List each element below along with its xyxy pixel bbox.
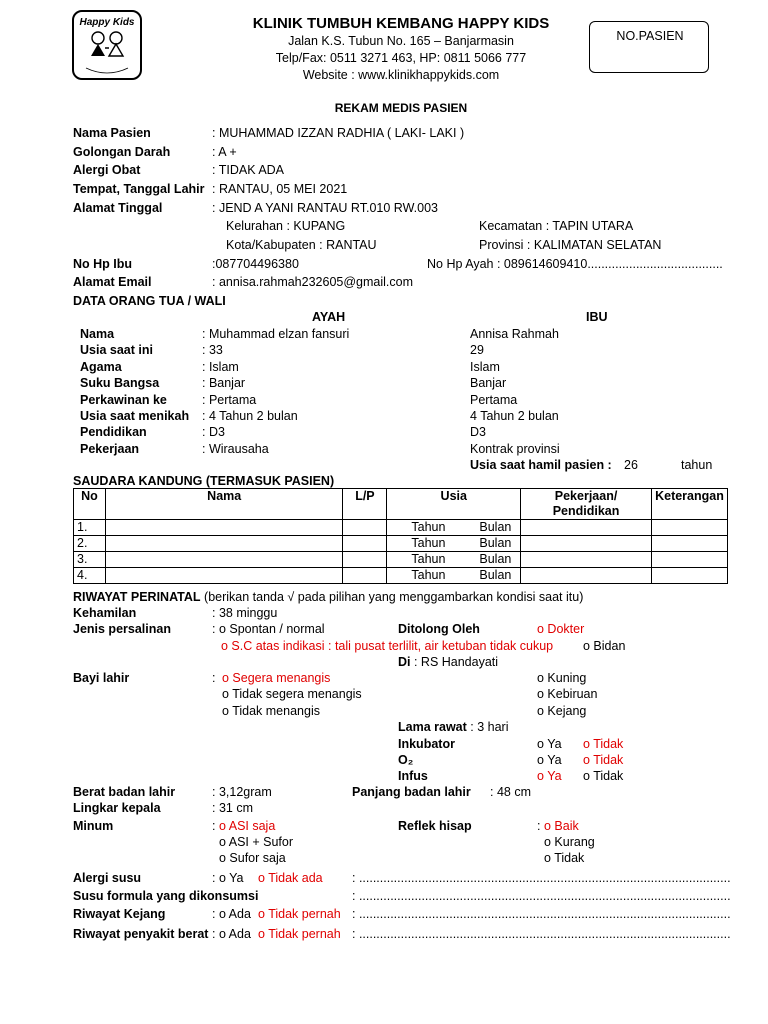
sibling-pekerjaan-cell[interactable] — [521, 552, 652, 568]
document-title: REKAM MEDIS PASIEN — [334, 101, 468, 115]
lama-label: Lama rawat — [398, 720, 467, 734]
lama-line — [398, 719, 508, 735]
name-label: Nama Pasien — [73, 126, 151, 140]
clinic-address: Jalan K.S. Tubun No. 165 – Banjarmasin — [288, 34, 514, 48]
usia-bulan-label: Bulan — [479, 568, 512, 582]
email-label: Alamat Email — [73, 275, 152, 289]
name-value: : MUHAMMAD IZZAN RADHIA ( LAKI- LAKI ) — [212, 126, 465, 140]
infus-label: Infus — [398, 769, 428, 783]
parent-field-label: Usia saat ini — [80, 343, 153, 358]
ibu-value: 29 — [470, 343, 484, 358]
alergi-susu-opt-tidak[interactable]: o Tidak ada — [258, 871, 323, 885]
sibling-name-cell[interactable] — [105, 552, 342, 568]
table-header-row — [74, 489, 728, 520]
minum-opt-sufor[interactable]: o Sufor saja — [219, 851, 286, 865]
sibling-name-cell[interactable] — [105, 568, 342, 584]
table-header-cell: Nama — [105, 489, 342, 520]
ibu-value: Kontrak provinsi — [470, 441, 560, 456]
minum-opt-asi-sufor[interactable]: o ASI + Sufor — [219, 835, 294, 849]
penyakit-label: Riwayat penyakit berat — [73, 927, 209, 941]
penyakit-opt-tidak[interactable]: o Tidak pernah — [258, 927, 341, 941]
susu-formula-dots[interactable]: : ........................................................................................................... — [352, 889, 731, 903]
parents-section-title: DATA ORANG TUA / WALI — [73, 294, 226, 308]
table-header-cell: No — [74, 489, 106, 520]
infus-opt-tidak[interactable]: o Tidak — [583, 769, 624, 783]
sibling-usia-cell[interactable] — [387, 520, 521, 536]
lama-value: : 3 hari — [466, 720, 509, 734]
hp-ibu-value: :087704496380 — [212, 257, 299, 271]
sibling-usia-cell[interactable] — [387, 552, 521, 568]
alergi-susu-dots[interactable]: : ........................................................................................................... — [352, 871, 731, 885]
blood-value: : A + — [212, 145, 237, 159]
reflek-opt-kurang[interactable]: o Kurang — [544, 835, 595, 849]
provinsi: Provinsi : KALIMATAN SELATAN — [479, 238, 662, 252]
perinatal-title-line — [73, 589, 583, 605]
ayah-value: : D3 — [202, 425, 225, 440]
ditolong-label: Ditolong Oleh — [398, 622, 480, 636]
bayi-opt-tidak[interactable]: o Tidak menangis — [222, 704, 320, 718]
allergy-label: Alergi Obat — [73, 163, 141, 177]
usia-tahun-label: Tahun — [411, 520, 446, 534]
sibling-lp-cell[interactable] — [343, 552, 387, 568]
ayah-value: : Pertama — [202, 392, 257, 407]
blood-label: Golongan Darah — [73, 145, 171, 159]
parent-field-label: Perkawinan ke — [80, 392, 167, 407]
parent-field-label: Usia saat menikah — [80, 409, 190, 423]
no-pasien-box — [589, 21, 709, 73]
hamil-value: 26 — [624, 458, 638, 472]
minum-colon: : — [212, 819, 216, 833]
sibling-name-cell[interactable] — [105, 520, 342, 536]
parent-field-label: Agama — [80, 359, 122, 374]
kejang-opt-ada[interactable]: : o Ada — [212, 907, 251, 921]
kehamilan-value: : 38 minggu — [212, 606, 278, 620]
table-header-cell: Usia — [387, 489, 521, 520]
table-row — [74, 520, 728, 536]
usia-tahun-label: Tahun — [411, 552, 446, 566]
alergi-susu-opt-ya[interactable]: : o Ya — [212, 871, 244, 885]
minum-opt-asi[interactable]: o ASI saja — [219, 819, 276, 833]
reflek-colon: : — [537, 819, 541, 833]
bayi-opt-tidak-segera[interactable]: o Tidak segera menangis — [222, 687, 362, 701]
perinatal-note: (berikan tanda √ pada pilihan yang menggambarkan kondisi saat itu) — [200, 590, 584, 604]
birth-label: Tempat, Tanggal Lahir — [73, 182, 205, 196]
ibu-value: Pertama — [470, 392, 518, 407]
sibling-lp-cell[interactable] — [343, 536, 387, 552]
usia-tahun-label: Tahun — [411, 536, 446, 550]
bayi-colon: : — [212, 671, 216, 685]
berat-label: Berat badan lahir — [73, 785, 176, 799]
kejang-dots[interactable]: : ........................................................................................................... — [352, 907, 731, 921]
ibu-value: Annisa Rahmah — [470, 327, 559, 341]
table-header-cell: Keterangan — [651, 489, 727, 520]
kelurahan: Kelurahan : KUPANG — [226, 219, 346, 233]
sibling-keterangan-cell[interactable] — [651, 536, 727, 552]
inkubator-opt-ya[interactable]: o Ya — [537, 737, 562, 751]
parent-field-label: Pekerjaan — [80, 441, 140, 456]
ibu-value: Islam — [470, 359, 500, 374]
table-row — [74, 552, 728, 568]
ayah-head: AYAH — [312, 310, 346, 324]
sibling-lp-cell[interactable] — [343, 520, 387, 536]
kondisi-opt-kuning[interactable]: o Kuning — [537, 671, 587, 685]
sibling-keterangan-cell[interactable] — [651, 552, 727, 568]
persalinan-opt-normal[interactable]: : o Spontan / normal — [212, 622, 325, 636]
ayah-value: : 33 — [202, 343, 223, 358]
lingkar-label: Lingkar kepala — [73, 801, 161, 815]
o2-label: O₂ — [398, 753, 414, 767]
address-label: Alamat Tinggal — [73, 201, 163, 215]
susu-formula-label: Susu formula yang dikonsumsi — [73, 889, 259, 903]
sibling-lp-cell[interactable] — [343, 568, 387, 584]
sibling-no: 3. — [74, 552, 106, 568]
panjang-value: : 48 cm — [490, 785, 531, 799]
ibu-value: 4 Tahun 2 bulan — [470, 409, 559, 423]
bayi-label: Bayi lahir — [73, 671, 130, 685]
hp-ibu-label: No Hp Ibu — [73, 257, 133, 271]
ayah-value: : Islam — [202, 359, 239, 374]
kecamatan: Kecamatan : TAPIN UTARA — [479, 219, 634, 233]
berat-value: : 3,12gram — [212, 785, 272, 799]
persalinan-label: Jenis persalinan — [73, 622, 171, 636]
ibu-head: IBU — [586, 310, 608, 324]
sibling-keterangan-cell[interactable] — [651, 568, 727, 584]
reflek-opt-baik[interactable]: o Baik — [544, 819, 579, 833]
table-header-cell: Pekerjaan/ Pendidikan — [521, 489, 652, 520]
clinic-name: KLINIK TUMBUH KEMBANG HAPPY KIDS — [252, 15, 550, 32]
o2-opt-ya[interactable]: o Ya — [537, 753, 562, 767]
kondisi-opt-kebiruan[interactable]: o Kebiruan — [537, 687, 598, 701]
penyakit-dots[interactable]: : ........................................................................................................... — [352, 927, 731, 941]
sibling-usia-cell[interactable] — [387, 536, 521, 552]
clinic-website: Website : www.klinikhappykids.com — [302, 68, 500, 82]
reflek-label: Reflek hisap — [398, 819, 472, 833]
sibling-no: 2. — [74, 536, 106, 552]
sibling-keterangan-cell[interactable] — [651, 520, 727, 536]
hamil-label: Usia saat hamil pasien : — [470, 458, 612, 472]
inkubator-opt-tidak[interactable]: o Tidak — [583, 737, 624, 751]
kehamilan-label: Kehamilan — [73, 606, 137, 620]
table-row — [74, 568, 728, 584]
o2-opt-tidak[interactable]: o Tidak — [583, 753, 624, 767]
ibu-value: D3 — [470, 425, 486, 440]
inkubator-label: Inkubator — [398, 737, 455, 751]
ibu-value: Banjar — [470, 376, 507, 391]
di-label: Di — [398, 655, 411, 669]
usia-bulan-label: Bulan — [479, 520, 512, 534]
panjang-label: Panjang badan lahir — [352, 785, 471, 799]
sibling-no: 1. — [74, 520, 106, 536]
no-pasien-label: NO.PASIEN — [616, 29, 684, 43]
siblings-title: SAUDARA KANDUNG (TERMASUK PASIEN) — [73, 474, 335, 488]
kejang-label: Riwayat Kejang — [73, 907, 166, 921]
sibling-pekerjaan-cell[interactable] — [521, 520, 652, 536]
ayah-value: : Wirausaha — [202, 441, 269, 456]
usia-bulan-label: Bulan — [479, 536, 512, 550]
ayah-value: : Banjar — [202, 376, 246, 391]
kondisi-opt-kejang[interactable]: o Kejang — [537, 704, 587, 718]
persalinan-opt-sc[interactable]: o S.C atas indikasi : tali pusat terlilit, air ketuban tidak cukup — [221, 639, 554, 653]
clinic-logo — [72, 10, 142, 80]
happy-kids-logo-icon — [74, 12, 140, 78]
allergy-value: : TIDAK ADA — [212, 163, 285, 177]
ditolong-opt-dokter[interactable]: o Dokter — [537, 622, 585, 636]
reflek-opt-tidak[interactable]: o Tidak — [544, 851, 585, 865]
parent-field-label: Suku Bangsa — [80, 376, 160, 391]
sibling-pekerjaan-cell[interactable] — [521, 568, 652, 584]
parent-field-label: Nama — [80, 327, 115, 341]
table-row — [74, 536, 728, 552]
ayah-value: : Muhammad elzan fansuri — [202, 327, 350, 341]
di-value: : RS Handayati — [410, 655, 499, 669]
minum-label: Minum — [73, 819, 114, 833]
kejang-opt-tidak[interactable]: o Tidak pernah — [258, 907, 341, 921]
ayah-value: : 4 Tahun 2 bulan — [202, 409, 298, 423]
sibling-usia-cell[interactable] — [387, 568, 521, 584]
hp-ayah: No Hp Ayah : 089614609410....................................... — [427, 257, 723, 271]
table-header-cell: L/P — [343, 489, 387, 520]
email-value: : annisa.rahmah232605@gmail.com — [212, 275, 413, 289]
sibling-pekerjaan-cell[interactable] — [521, 536, 652, 552]
penyakit-opt-ada[interactable]: : o Ada — [212, 927, 251, 941]
ditolong-opt-bidan[interactable]: o Bidan — [583, 639, 626, 653]
address-value: : JEND A YANI RANTAU RT.010 RW.003 — [212, 201, 439, 215]
bayi-opt-segera[interactable]: o Segera menangis — [222, 671, 331, 685]
infus-opt-ya[interactable]: o Ya — [537, 769, 562, 783]
birth-value: : RANTAU, 05 MEI 2021 — [212, 182, 348, 196]
parent-field-label: Pendidikan — [80, 425, 147, 440]
di-line — [398, 654, 498, 670]
alergi-susu-label: Alergi susu — [73, 871, 142, 885]
usia-bulan-label: Bulan — [479, 552, 512, 566]
usia-tahun-label: Tahun — [411, 568, 446, 582]
logo-text: Happy Kids — [79, 17, 135, 28]
sibling-no: 4. — [74, 568, 106, 584]
hamil-unit: tahun — [681, 458, 713, 472]
sibling-name-cell[interactable] — [105, 536, 342, 552]
perinatal-title: RIWAYAT PERINATAL — [73, 590, 201, 604]
clinic-phone: Telp/Fax: 0511 3271 463, HP: 0811 5066 777 — [275, 51, 527, 65]
lingkar-value: : 31 cm — [212, 801, 253, 815]
kota: Kota/Kabupaten : RANTAU — [226, 238, 377, 252]
siblings-table — [73, 488, 728, 584]
